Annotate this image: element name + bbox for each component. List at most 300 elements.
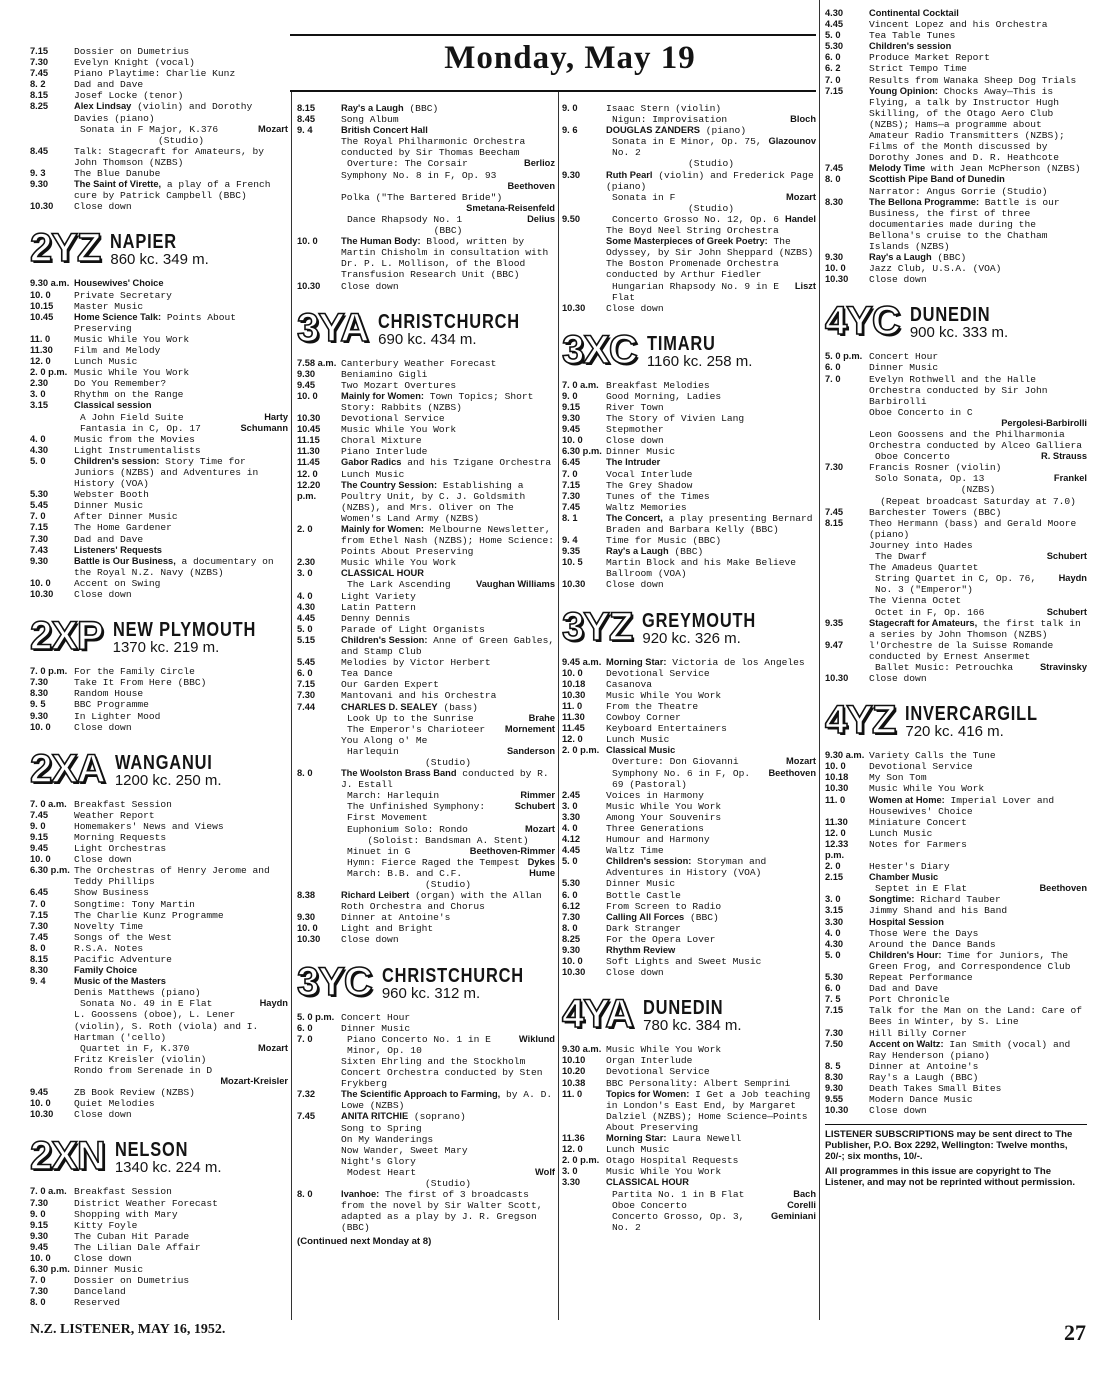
entry-item: Concerto Grosso, Op. 3, No. 2: [612, 1210, 745, 1233]
entry-text: [606, 790, 816, 801]
entry-text: [341, 103, 555, 114]
entry-time: 8. 0: [30, 1297, 46, 1308]
entry-text: [74, 1186, 288, 1197]
entry-time: 12. 0: [562, 1144, 583, 1155]
entry-highlight: Ray's a Laugh: [869, 252, 932, 263]
entry-time: 2.15: [825, 872, 844, 883]
entry-time: 11.30: [825, 816, 848, 827]
entry-text: [606, 469, 816, 480]
entry-text: [74, 1275, 288, 1286]
schedule-entry: [562, 956, 816, 967]
entry-text: [606, 834, 816, 845]
entry-text: [74, 456, 288, 489]
schedule-entry: [30, 1065, 288, 1076]
entry-time: 9.15: [30, 1219, 49, 1230]
entry-time: 6. 0: [297, 668, 313, 679]
schedule-entry: [825, 462, 1087, 473]
entry-time: 7.15: [30, 46, 49, 56]
entry-time: 9. 4: [297, 125, 313, 136]
entry-description: Vocal Interlude: [606, 468, 693, 480]
entry-text: [74, 965, 288, 976]
entry-description: Dinner Music: [74, 500, 144, 512]
entry-composer: Delius: [527, 213, 555, 224]
entry-text: [74, 699, 288, 710]
entry-time: 5.30: [825, 41, 844, 52]
column-divider: [558, 92, 559, 1320]
entry-text: [74, 954, 288, 965]
schedule-entry: [30, 677, 288, 688]
entry-time: 10.45: [30, 311, 54, 322]
entry-text: [74, 278, 288, 289]
footer-issue: N.Z. LISTENER, MAY 16, 1952.: [30, 1322, 226, 1337]
entry-text: [869, 30, 1087, 41]
schedule-entry: [562, 734, 816, 745]
entry-text: [74, 821, 288, 832]
schedule-entry: [562, 1055, 816, 1066]
entry-text: [341, 203, 555, 214]
station-frequency: 920 kc. 326 m.: [642, 629, 741, 647]
entry-time: 5. 0: [30, 455, 46, 466]
entry-description: Josef Locke (tenor): [74, 90, 184, 102]
entry-description: Sixten Ehrling and the Stockholm Concert Orchestra conducted by Sten Frykberg: [341, 1055, 543, 1090]
entry-time: 3. 0: [30, 389, 46, 400]
entry-description: Dossier on Dumetrius: [74, 1275, 190, 1287]
entry-description: Victoria de los Angeles: [666, 656, 805, 668]
schedule-entry: [562, 214, 816, 225]
entry-description: Fritz Kreisler (violin): [74, 1053, 207, 1065]
entry-time: 10. 0: [297, 923, 318, 934]
entry-time: 5.45: [297, 657, 316, 668]
entry-description: Dossier on Dumetrius: [74, 46, 190, 57]
schedule-entry: [30, 1297, 288, 1308]
entry-text: [869, 507, 1087, 518]
entry-time: 6.30 p.m.: [562, 446, 602, 457]
schedule-entry: [825, 817, 1087, 828]
schedule-entry: [30, 312, 288, 334]
entry-time: 6. 0: [825, 983, 841, 994]
schedule-entry: [30, 699, 288, 710]
entry-time: 9. 6: [562, 125, 578, 136]
schedule-entry: [825, 496, 1087, 507]
schedule-entry: [30, 1242, 288, 1253]
entry-time: 2.30: [297, 557, 316, 568]
entry-description: Dark Stranger: [606, 922, 681, 934]
entry-time: 7. 0 a.m.: [30, 798, 67, 809]
entry-description: Music While You Work: [74, 367, 190, 379]
entry-description: Lunch Music: [606, 734, 670, 746]
entry-time: 10.45: [297, 424, 321, 435]
entry-composer: Frankel: [1053, 473, 1087, 484]
entry-highlight: Ray's a Laugh: [606, 546, 669, 557]
entry-composer: Mozart-Kreisler: [220, 1076, 288, 1087]
entry-description: L. Goossens (oboe), L. Lener (violin), S. Roth (viola) and I. Hartman ('cello): [74, 1009, 259, 1043]
entry-time: 3. 0: [297, 568, 313, 579]
entry-composer: Schumann: [240, 422, 288, 433]
schedule-entry: [825, 950, 1087, 972]
entry-description: Waltz Memories: [606, 501, 687, 513]
schedule-entry: [297, 125, 555, 136]
entry-time: 7. 0 p.m.: [30, 666, 68, 677]
entry-time: 4.30: [297, 601, 316, 612]
entry-time: 7.15: [825, 85, 844, 96]
entry-time: 10. 0: [825, 263, 846, 274]
entry-description: R.S.A. Notes: [74, 942, 144, 954]
entry-time: 7.44: [297, 701, 316, 712]
entry-text: [606, 446, 816, 457]
entry-composer: Mozart: [786, 191, 816, 202]
entry-time: 7. 0: [562, 468, 578, 479]
entry-time: 9.35: [562, 546, 581, 557]
entry-text: [74, 943, 288, 954]
entry-highlight: Ivanhoe:: [341, 1189, 380, 1200]
entry-description: (piano): [700, 125, 747, 137]
entry-time: 4.12: [562, 834, 581, 845]
entry-description: Story Time for Juniors (NZBS) and Adventures in History (VOA): [74, 455, 259, 490]
entry-text: [74, 113, 288, 124]
entry-description: River Town: [606, 401, 664, 413]
entry-description: Take It From Here (BBC): [74, 677, 207, 689]
schedule-entry: [30, 545, 288, 556]
station-frequency: 720 kc. 416 m.: [905, 723, 1004, 741]
schedule-entry: [825, 263, 1087, 274]
entry-text: [869, 1005, 1087, 1027]
entry-item: Sonata in F: [612, 191, 676, 203]
entry-text: [74, 201, 288, 212]
entry-time: 10.30: [30, 1109, 54, 1120]
entry-description: (Repeat broadcast Saturday at 7.0): [880, 495, 1076, 507]
schedule-block: [825, 8, 1087, 285]
schedule-entry: [297, 635, 555, 657]
entry-text: [341, 380, 555, 391]
entry-time: 9.30: [297, 368, 316, 379]
schedule-entry: [562, 513, 816, 535]
column-3: [562, 103, 816, 1233]
schedule-entry: [825, 673, 1087, 684]
entry-time: 10. 0: [297, 236, 318, 247]
entry-text: [606, 402, 816, 413]
entry-time: 3. 0: [562, 800, 578, 811]
schedule-entry: [297, 690, 555, 701]
entry-description: Hill Billy Corner: [869, 1027, 967, 1039]
entry-text: [341, 801, 555, 823]
entry-text: [869, 8, 1087, 19]
schedule-entry: [297, 203, 555, 214]
schedule-entry: [825, 63, 1087, 74]
entry-time: 4.45: [825, 19, 844, 30]
entry-text: [606, 391, 816, 402]
entry-text: [341, 369, 555, 380]
entry-description: Light Instrumentalists: [74, 444, 201, 456]
entry-description: For the Family Circle: [74, 666, 195, 678]
entry-time: 7.30: [562, 490, 581, 501]
entry-time: 10.30: [825, 274, 849, 285]
entry-text: [341, 281, 555, 292]
entry-text: [74, 666, 288, 677]
station-callsign: 2YZ: [30, 226, 101, 271]
entry-text: [341, 391, 555, 413]
schedule-block: [30, 1186, 288, 1308]
schedule-entry: [562, 845, 816, 856]
entry-highlight: Some Masterpieces of Greek Poetry:: [606, 236, 768, 247]
entry-text: [341, 1111, 555, 1122]
schedule-entry: [562, 480, 816, 491]
entry-time: 10.30: [825, 1105, 849, 1116]
schedule-entry: [30, 1054, 288, 1065]
entry-text: [606, 1089, 816, 1133]
entry-description: Melodies by Victor Herbert: [341, 657, 491, 669]
entry-time: 9.30: [297, 912, 316, 923]
entry-item: March: Harlequin: [347, 790, 440, 802]
entry-item: Quartet in F, K.370: [80, 1042, 190, 1054]
entry-description: Tea Table Tunes: [869, 30, 956, 42]
entry-description: Shopping with Mary: [74, 1208, 178, 1220]
entry-description: Polka ("The Bartered Bride"): [341, 191, 503, 203]
column-4: [825, 8, 1087, 1188]
entry-text: [606, 723, 816, 734]
entry-text: [606, 502, 816, 513]
entry-text: [606, 679, 816, 690]
entry-text: [606, 557, 816, 579]
entry-time: 8. 1: [562, 512, 578, 523]
schedule-entry: [562, 457, 816, 468]
entry-text: [869, 950, 1087, 972]
schedule-entry: [297, 613, 555, 624]
entry-time: 3.30: [562, 1177, 581, 1188]
entry-time: 9.45: [562, 424, 581, 435]
entry-time: 5.30: [562, 878, 581, 889]
entry-description: a documentary on the Royal N.Z. Navy (NZBS): [74, 555, 274, 578]
schedule-entry: [30, 278, 288, 289]
entry-text: [341, 591, 555, 602]
schedule-block: [30, 278, 288, 600]
entry-text: [606, 214, 816, 225]
entry-time: 8.30: [30, 965, 49, 976]
schedule-entry: [30, 932, 288, 943]
schedule-entry: [562, 158, 816, 169]
entry-time: 9. 0: [30, 820, 46, 831]
entry-time: 7.32: [297, 1089, 316, 1100]
schedule-entry: [562, 657, 816, 668]
schedule-entry: [825, 8, 1087, 19]
entry-description: with Jean McPherson (NZBS): [925, 163, 1081, 175]
schedule-entry: [562, 890, 816, 901]
station-city: TIMARU: [646, 332, 716, 355]
schedule-entry: [825, 983, 1087, 994]
entry-text: [606, 912, 816, 923]
station-frequency: 860 kc. 349 m.: [110, 251, 209, 269]
entry-time: 7.15: [30, 909, 49, 920]
column-divider: [291, 92, 292, 1320]
schedule-entry: [297, 702, 555, 713]
entry-text: [341, 435, 555, 446]
entry-time: 7. 0: [30, 898, 46, 909]
entry-time: 9.45: [30, 843, 49, 854]
entry-highlight: Housewives' Choice: [74, 278, 164, 289]
entry-text: [341, 1089, 555, 1111]
entry-description: Vincent Lopez and his Orchestra: [869, 19, 1048, 31]
entry-highlight: Mainly for Women:: [341, 524, 424, 534]
entry-text: [74, 932, 288, 943]
schedule-entry: [30, 799, 288, 810]
entry-text: [74, 1043, 288, 1054]
entry-description: Light Variety: [341, 590, 416, 602]
entry-text: [341, 1178, 555, 1189]
entry-time: 8.30: [825, 196, 844, 207]
entry-description: Close down: [74, 589, 132, 601]
entry-description: Close down: [74, 721, 132, 733]
schedule-entry: [562, 446, 816, 457]
schedule-entry: [297, 591, 555, 602]
entry-description: l'Orchestre de la Suisse Romande conducted by Ernest Ansermet: [869, 639, 1054, 662]
station-callsign: 3YA: [297, 305, 369, 350]
entry-time: 9.30: [825, 1082, 844, 1093]
schedule-entry: [30, 46, 288, 57]
entry-description: Keyboard Entertainers: [606, 723, 727, 735]
entry-description: The Boston Promenade Orchestra conducted by Arthur Fiedler: [606, 258, 779, 281]
schedule-entry: [297, 1145, 555, 1156]
schedule-entry: [30, 1209, 288, 1220]
entry-description: In Lighter Mood: [74, 710, 161, 722]
entry-description: Piano Playtime: Charlie Kunz: [74, 68, 236, 80]
entry-description: Light and Bright: [341, 923, 434, 935]
station-city: GREYMOUTH: [642, 609, 757, 632]
schedule-entry: [562, 801, 816, 812]
entry-time: 5. 0: [825, 30, 841, 41]
entry-highlight: The Country Session:: [341, 479, 438, 490]
entry-text: [341, 790, 555, 801]
entry-time: 10. 0: [562, 435, 583, 446]
entry-description: Rhythm on the Range: [74, 389, 184, 401]
entry-text: [869, 795, 1087, 817]
entry-description: You Along o' Me: [341, 734, 428, 746]
entry-text: [74, 400, 288, 411]
title-rule-top: [290, 34, 816, 36]
entry-description: I Get a Job teaching in London's East End, by Margaret Dalziel (NZBS); Home Science—Points About Preserving: [606, 1088, 811, 1133]
entry-description: Isaac Stern (violin): [606, 103, 722, 114]
entry-description: Devotional Service: [341, 413, 445, 425]
entry-composer: Schubert: [1046, 551, 1087, 562]
entry-time: 8. 2: [30, 79, 46, 90]
entry-description: Rondo from Serenade in D: [74, 1064, 213, 1076]
entry-text: [869, 894, 1087, 905]
entry-description: Music While You Work: [341, 557, 457, 569]
entry-description: Voices in Harmony: [606, 789, 704, 801]
schedule-entry: [825, 795, 1087, 817]
entry-highlight: British Concert Hall: [341, 125, 428, 136]
entry-text: [341, 158, 555, 169]
entry-description: Time for Music (BBC): [606, 535, 722, 547]
entry-composer: Mozart: [258, 123, 288, 134]
entry-time: 9.30 a.m.: [30, 278, 70, 289]
entry-description: (BBC): [931, 252, 967, 264]
entry-description: Davies (piano): [74, 112, 155, 124]
schedule-entry: [297, 114, 555, 125]
schedule-entry: [825, 451, 1087, 462]
entry-description: The first of 3 broadcasts from the novel by Sir Walter Scott, adapted as a play by J. R. Gregson (BBC): [341, 1189, 543, 1234]
entry-description: Film and Melody: [74, 344, 161, 356]
entry-time: 10.30: [562, 967, 586, 978]
entry-composer: Smetana-Reisenfeld: [466, 202, 555, 213]
entry-text: [606, 768, 816, 790]
schedule-entry: [825, 551, 1087, 562]
entry-description: The Amadeus Quartet: [869, 562, 979, 574]
entry-time: 2. 0: [297, 524, 313, 534]
entry-composer: R. Strauss: [1041, 451, 1087, 462]
entry-time: 6. 2: [825, 63, 841, 74]
entry-description: From the Theatre: [606, 700, 699, 712]
entry-composer: Mozart: [258, 1042, 288, 1053]
entry-item: Dance Rhapsody No. 1: [347, 213, 463, 225]
entry-time: 3. 0: [562, 1166, 578, 1177]
entry-time: 6. 0: [562, 889, 578, 900]
entry-time: 10. 0: [30, 854, 51, 865]
entry-time: 8. 5: [825, 1060, 841, 1071]
entry-item: String Quartet in C, Op. 76, No. 3 ("Emperor"): [875, 573, 1037, 596]
schedule-entry: [30, 1009, 288, 1042]
entry-time: 7.58 a.m.: [297, 357, 337, 368]
entry-description: Close down: [606, 967, 664, 979]
entry-text: [341, 613, 555, 624]
entry-text: [869, 429, 1087, 451]
entry-highlight: Calling All Forces: [606, 911, 685, 922]
entry-highlight: Ruth Pearl: [606, 169, 653, 180]
schedule-entry: [825, 1083, 1087, 1094]
schedule-entry: [30, 168, 288, 179]
entry-description: The Boyd Neel String Orchestra: [606, 225, 779, 237]
subscriptions-notice: LISTENER SUBSCRIPTIONS may be sent direct to The Publisher, P.O. Box 2292, Wellington: Twelve months, 20/-; six months, 10/-.: [825, 1129, 1073, 1163]
entry-description: The Lilian Dale Affair: [74, 1241, 201, 1253]
entry-highlight: Hospital Session: [869, 916, 944, 927]
entry-text: [869, 19, 1087, 30]
schedule-entry: [562, 424, 816, 435]
schedule-entry: [297, 1111, 555, 1122]
entry-description: conducted by R. J. Estall: [341, 768, 549, 791]
entry-description: My Son Tom: [869, 772, 927, 784]
station-frequency: 1200 kc. 250 m.: [114, 771, 222, 789]
schedule-entry: [562, 1144, 816, 1155]
entry-text: [606, 734, 816, 745]
entry-text: [74, 1198, 288, 1209]
schedule-entry: [297, 735, 555, 746]
entry-time: 11.45: [562, 723, 585, 734]
entry-text: [869, 783, 1087, 794]
entry-composer: Glazounov: [768, 136, 816, 147]
entry-time: 8. 0: [30, 942, 46, 953]
entry-item: Fantasia in C, Op. 17: [80, 422, 201, 434]
schedule-entry: [562, 690, 816, 701]
entry-description: Points About Preserving: [74, 311, 236, 334]
schedule-entry: [30, 434, 288, 445]
schedule-entry: [30, 688, 288, 699]
entry-text: [869, 750, 1087, 761]
entry-text: [606, 1177, 816, 1188]
entry-text: [341, 114, 555, 125]
entry-item: Ballet Music: Petrouchka: [875, 661, 1014, 673]
schedule-entry: [30, 1220, 288, 1231]
entry-text: [74, 854, 288, 865]
schedule-entry: [30, 810, 288, 821]
entry-time: 8.25: [30, 101, 49, 112]
entry-description: Songs of the West: [74, 931, 172, 943]
entry-description: Close down: [606, 435, 664, 447]
schedule-entry: [562, 923, 816, 934]
entry-item: Look Up to the Sunrise: [347, 712, 474, 724]
entry-description: Music While You Work: [606, 800, 722, 812]
entry-highlight: The Concert,: [606, 512, 663, 523]
schedule-entry: [562, 768, 816, 790]
entry-description: Music from the Movies: [74, 433, 195, 445]
entry-text: [74, 810, 288, 821]
